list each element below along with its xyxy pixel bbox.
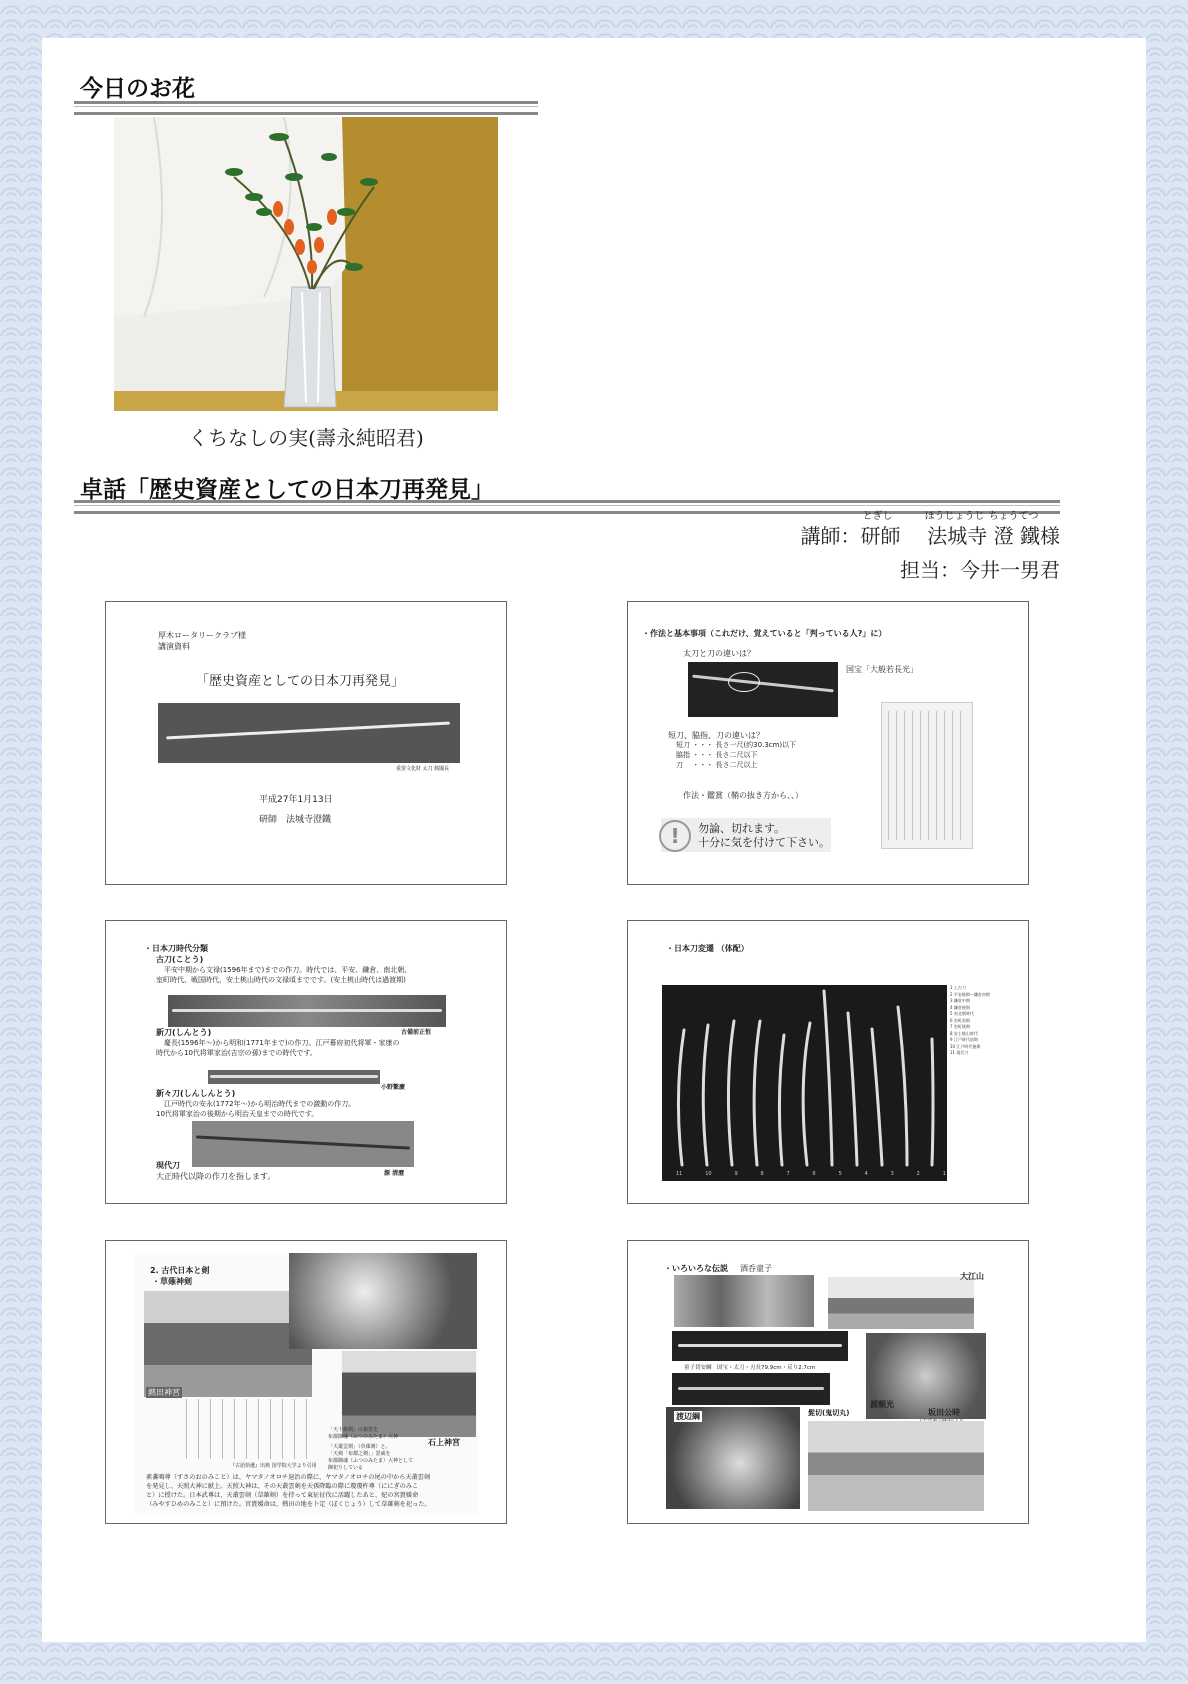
slide5-heading1: 2. 古代日本と剣 — [150, 1266, 210, 1275]
blade-number: 2 — [916, 1171, 920, 1177]
slide4-heading: ・日本刀変遷 （体配） — [666, 944, 749, 953]
legend-item: 10 江戸時代後期 — [950, 1043, 981, 1049]
slide6-heading: ・いろいろな伝説 — [664, 1264, 728, 1273]
legend-item: 1 上古刀 — [950, 985, 966, 990]
slide1-img-caption: 重要文化財 太刀 銘國長 — [396, 766, 450, 772]
slide5-note6: 御祀りしている — [328, 1465, 364, 1471]
blade-number: 5 — [838, 1171, 842, 1177]
slide2-manner: 作法・鑑賞（鞘の抜き方から、、） — [683, 791, 803, 800]
ruby-name-2: ちょうてつ — [988, 511, 1039, 522]
slide4-numbers — [676, 1171, 946, 1177]
slide6-sakata: 坂田公時 — [928, 1408, 960, 1417]
slide2-q2: 短刀、脇指、刀の違いは？ — [668, 731, 764, 740]
host-line: 担当：今井一男君 — [900, 558, 1060, 582]
slide2-warn2: 十分に気を付けて下さい。 — [698, 836, 830, 849]
slide5-body1: 素盞鳴尊（すさのおのみこと）は、ヤマタノオロチ退治の際に、ヤマタノオロチの尾の中から天叢雲剣 — [146, 1474, 431, 1481]
blade-number: 8 — [760, 1171, 764, 1177]
slide4-legend — [950, 985, 990, 1057]
lecturer-name: 法城寺 澄 鐵様 — [927, 524, 1060, 548]
slide6-oeyama-photo — [828, 1277, 974, 1329]
talk-heading-rule — [74, 500, 1060, 514]
slide1-speaker: 研師 法城寺澄鐵 — [259, 815, 332, 825]
slide-manners — [627, 601, 1029, 885]
talk-heading: 卓話「歴史資産としての日本刀再発見」 — [80, 477, 494, 503]
slide2-highlight-circle — [728, 672, 760, 692]
blade-number: 1 — [942, 1171, 946, 1177]
blade-number: 10 — [705, 1171, 712, 1177]
slide6-hizamaru: 髭切(鬼切丸) — [808, 1409, 850, 1417]
slide2-q1: 太刀と刀の違いは？ — [683, 649, 755, 658]
blade-number: 11 — [676, 1171, 683, 1177]
slide6-sword-2 — [678, 1387, 824, 1390]
legend-item: 7 室町後期 — [950, 1024, 970, 1029]
slide2-sword-image — [688, 662, 838, 717]
slide2-national: 国宝「大般若長光」 — [846, 665, 918, 674]
slide5-isonokami-photo — [342, 1351, 476, 1437]
ruby-title: とぎし — [862, 511, 893, 522]
slide5-note2: 布都御魂（ふつのみたま）大神 — [328, 1434, 399, 1440]
slide4-swords — [662, 985, 947, 1181]
slide6-bridge-photo — [808, 1421, 984, 1511]
slide2-document-image — [881, 702, 973, 849]
slide6-sword-1 — [678, 1344, 842, 1347]
legend-item: 5 南北朝時代 — [950, 1011, 974, 1016]
lecturer-label: 講師：研師 — [800, 524, 901, 548]
slide2-sword — [692, 675, 834, 693]
blade-number: 9 — [734, 1171, 738, 1177]
slide3-gendai: 現代刀 — [156, 1161, 180, 1170]
slide4-swords-image — [662, 985, 947, 1181]
slide6-sword-image-1 — [672, 1331, 848, 1361]
slide3-gendai-sword: 源 清麿 — [384, 1170, 405, 1177]
slide6-scroll-image — [674, 1275, 814, 1327]
blade-number: 6 — [812, 1171, 816, 1177]
legend-item: 11 現代刀 — [950, 1050, 969, 1055]
slide3-sword-1 — [172, 1009, 442, 1012]
flower-caption: くちなしの実(壽永純昭君) — [188, 426, 424, 450]
slide6-spec: 童子切安綱 国宝・太刀・刃長79.9cm・反り2.7cm — [684, 1365, 816, 1371]
slide3-shinto-d2: 時代から10代将軍家治(吉宗の孫)までの時代です。 — [156, 1049, 317, 1057]
slide3-shinshinto: 新々刀(しんしんとう) — [156, 1089, 236, 1098]
slide-legends — [627, 1240, 1029, 1524]
slide3-shinshinto-sword: 小野繁慶 — [381, 1084, 406, 1091]
slide3-sword-2 — [210, 1075, 378, 1078]
slide3-sword-image-3 — [192, 1121, 414, 1167]
slide1-date: 平成27年1月13日 — [259, 795, 333, 805]
slide6-oeyama: 大江山 — [960, 1272, 984, 1281]
slide3-koto: 古刀(ことう) — [156, 955, 204, 964]
slide5-note4: 「天剣「布都之剣」」霊威を — [328, 1451, 391, 1457]
slide3-shinshinto-d2: 10代将軍家治の後期から明治天皇までの時代です。 — [156, 1110, 319, 1118]
slide6-watanabe: 渡辺綱 — [676, 1412, 700, 1421]
slide-kusanagi — [105, 1240, 507, 1524]
flower-heading: 今日のお花 — [80, 76, 195, 102]
slide6-raiko: 源頼光 — [870, 1400, 894, 1409]
slide1-title: 「歴史資産としての日本刀再発見」 — [196, 674, 405, 689]
slide5-body3: と）に授けた。日本武尊は、天叢雲剣（草薙剣）を持って東征征伐に活躍したあと、妃の宮簀媛命 — [146, 1492, 419, 1499]
slide5-body4: （みやすひめのみこと）に預けた。宮簀媛命は、熱田の地を卜定（ぼくじょう）して草薙剣を祀った。 — [146, 1501, 431, 1508]
slide5-engraving — [289, 1253, 477, 1349]
slide3-shinshinto-d1: 江戸時代の安永(1772年〜)から明治時代までの激動の作刀。 — [164, 1100, 356, 1108]
warning-icon: ! — [659, 820, 691, 852]
slide3-sword-image-2 — [208, 1070, 380, 1084]
lecturer-line — [800, 511, 1060, 549]
slide6-watanabe-image — [666, 1407, 800, 1509]
legend-item: 6 室町前期 — [950, 1017, 970, 1023]
slide1-sword — [166, 722, 450, 740]
blade-number: 7 — [786, 1171, 790, 1177]
legend-item: 4 鎌倉後期 — [950, 1004, 970, 1010]
slide5-isonokami: 石上神宮 — [428, 1438, 460, 1447]
legend-item: 3 鎌倉中期 — [950, 998, 970, 1003]
slide6-shuten: 酒呑童子 — [740, 1264, 772, 1273]
slide1-org: 厚木ロータリークラブ様 — [158, 631, 246, 640]
slide5-genealogy — [186, 1399, 316, 1459]
flower-heading-rule — [74, 101, 538, 115]
slide-evolution — [627, 920, 1029, 1204]
slide2-l3: 刀 ・・・ 長さ二尺以上 — [676, 761, 758, 769]
slide2-warn1: 勿論、切れます。 — [698, 822, 786, 835]
blade-number: 4 — [864, 1171, 868, 1177]
blade-number: 3 — [890, 1171, 894, 1177]
ruby-name-1: ほうじょうじ — [924, 511, 985, 522]
slide5-heading2: ・草薙神剣 — [152, 1277, 192, 1286]
slide5-note1: 「天十握剣」の祖霊を — [328, 1427, 379, 1433]
slide3-shinto: 新刀(しんとう) — [156, 1028, 212, 1037]
slide3-koto-d1: 平安中期から文禄(1596年まで)までの作刀。時代では、平安、鎌倉、南北朝、 — [164, 966, 412, 974]
slide5-atsuta: 熱田神宮 — [148, 1388, 180, 1397]
slide5-note5: 布都御魂（ふつのみたま）大神として — [328, 1458, 414, 1464]
slide-periods — [105, 920, 507, 1204]
slide3-shinto-d1: 慶長(1596年〜)から明和(1771年まで)の作刀。江戸幕府初代将軍・家康の — [164, 1039, 400, 1047]
slide-title — [105, 601, 507, 885]
legend-item: 8 安土桃山時代 — [950, 1030, 978, 1036]
slide2-l1: 短刀 ・・・ 長さ一尺(約30.3cm)以下 — [676, 741, 797, 749]
legend-item: 9 江戸時代前期 — [950, 1037, 978, 1042]
slide2-document-lines — [888, 711, 966, 840]
slide5-body2: を発見し、天照大神に献上。天照大神は、その天叢雲剣を天孫降臨の際に瓊瓊杵尊（ににぎのみこ — [146, 1483, 419, 1490]
slide6-sword-image-2 — [672, 1373, 830, 1405]
slide3-shinto-sword: 古備前正恒 — [401, 1029, 432, 1036]
slide2-l2: 脇指 ・・・ 長さ二尺以下 — [676, 751, 758, 759]
slide3-sword-image-1 — [168, 995, 446, 1027]
slide3-koto-d2: 室町時代、戦国時代、安土桃山時代の文禄頃までです。(安土桃山時代は過渡期) — [156, 976, 406, 984]
slide5-source: 『古語拾遺』出典 国学院大学より引用 — [230, 1463, 317, 1469]
slide1-doc: 講演資料 — [158, 642, 190, 651]
slide1-sword-image — [158, 703, 460, 763]
legend-item: 2 平安後期〜鎌倉初期 — [950, 991, 990, 997]
slide2-heading: ・作法と基本事項（これだけ、覚えていると「判っている人?」に） — [642, 629, 887, 638]
slide5-atsuta-photo — [144, 1291, 312, 1397]
flower-photo — [114, 117, 498, 411]
slide3-heading: ・日本刀時代分類 — [144, 944, 208, 953]
slide3-gendai-d: 大正時代以降の作刀を指します。 — [156, 1172, 276, 1181]
slide3-sword-3 — [196, 1135, 410, 1149]
slide5-note3: 「天叢雲剣」（草薙剣）と、 — [328, 1444, 391, 1450]
